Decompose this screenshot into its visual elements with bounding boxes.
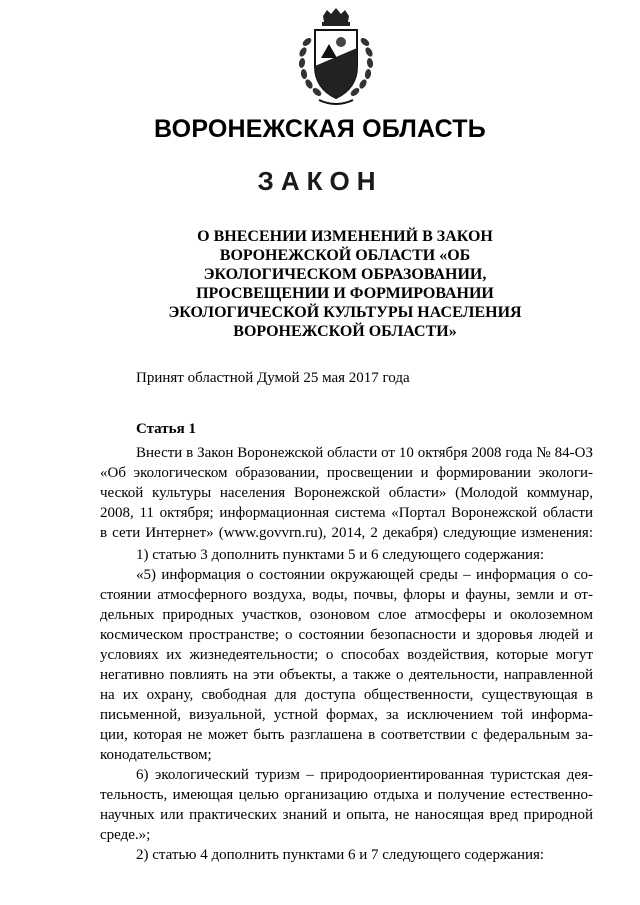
intro-paragraph [100, 443, 593, 543]
text-line: научных или практических знаний и опыта, не наносящая вред природной [100, 807, 593, 823]
text-line: в сети Интернет» (www.govvrn.ru), 2014, 2 декабря) следующие изменения: [100, 525, 593, 541]
text-line: космическом пространстве; о состоянии безопасности и здоровья людей и [100, 627, 593, 643]
text-line: 1) статью 3 дополнить пунктами 5 и 6 следующего содержания: [136, 547, 545, 563]
text-line: 2) статью 4 дополнить пунктами 6 и 7 следующего содержания: [136, 847, 545, 863]
crown [322, 8, 350, 26]
text-line: «5) информация о состоянии окружающей среды – информация о со- [136, 567, 593, 583]
text-line: конодательством; [100, 747, 212, 763]
text-line: дельных природных участков, озоновом слое атмосферы и околоземном [100, 607, 593, 623]
region-name: ВОРОНЕЖСКАЯ ОБЛАСТЬ [154, 115, 486, 143]
text-line: 2008, 11 октября; информационная система «Портал Воронежской области [100, 505, 593, 521]
law-title [130, 227, 560, 341]
document-type: ЗАКОН [257, 166, 383, 196]
text-line: Внести в Закон Воронежской области от 10 октября 2008 года № 84-ОЗ [136, 445, 593, 461]
text-line: среде.»; [100, 827, 151, 843]
text-line: условиях их жизнедеятельности; о способах воздействия, которые могут [100, 647, 593, 663]
text-line: на их охрану, свободная для доступа общественности, существующая в [100, 687, 593, 703]
text-line: письменной, визуальной, устной формах, за исключением той информа- [100, 707, 593, 723]
text-line: негативно повлиять на эти объекты, а также о деятельности, направленной [100, 667, 593, 683]
text-line: стоянии атмосферного воздуха, воды, почвы, флоры и фауны, земли и от- [100, 587, 593, 603]
law-title-line: ЭКОЛОГИЧЕСКОЙ КУЛЬТУРЫ НАСЕЛЕНИЯ [168, 304, 522, 321]
law-title-line: ВОРОНЕЖСКОЙ ОБЛАСТИ» [233, 323, 457, 340]
article-heading: Статья 1 [136, 421, 196, 437]
text-line: 6) экологический туризм – природоориентированная туристская дея- [136, 767, 593, 783]
text-line: тельность, имеющая целью организацию отдыха и получение естественно- [100, 787, 593, 803]
adoption-line: Принят областной Думой 25 мая 2017 года [136, 370, 410, 386]
text-line: «Об экологическом образовании, просвещении и формировании экологи- [100, 465, 593, 481]
text-line: ции, которая не может быть разглашена в соответствии с федеральным за- [100, 727, 593, 743]
law-title-line: ПРОСВЕЩЕНИИ И ФОРМИРОВАНИИ [196, 285, 494, 302]
text-line: ческой культуры населения Воронежской области» (Молодой коммунар, [100, 485, 593, 501]
law-title-line: ЭКОЛОГИЧЕСКОМ ОБРАЗОВАНИИ, [203, 266, 487, 283]
coat-of-arms-icon [293, 8, 379, 108]
amendments-text [100, 545, 593, 865]
law-title-line: О ВНЕСЕНИИ ИЗМЕНЕНИЙ В ЗАКОН [197, 228, 493, 245]
law-title-line: ВОРОНЕЖСКОЙ ОБЛАСТИ «ОБ [219, 247, 471, 264]
